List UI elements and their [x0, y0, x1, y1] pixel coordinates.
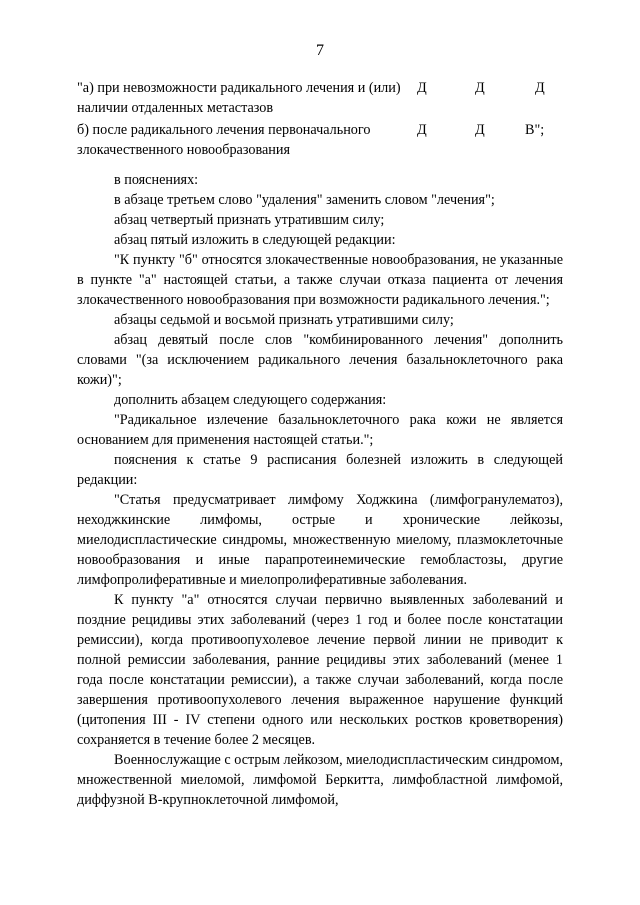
table-row-text: б) после радикального лечения первоначального злокачественного новообразования: [77, 122, 371, 158]
paragraph: "Радикальное излечение базальноклеточного рака кожи не является основанием для применения настоящей статьи.";: [77, 412, 563, 448]
table-row-text: "а) при невозможности радикального лечения и (или) наличии отдаленных метастазов: [77, 80, 401, 116]
table-cell: Д: [475, 122, 485, 138]
table-cell: Д: [535, 80, 545, 96]
paragraph: в абзаце третьем слово "удаления" заменить словом "лечения";: [114, 192, 495, 208]
paragraph: "К пункту "б" относятся злокачественные новообразования, не указанные в пункте "а" настоящей статьи, а также случаи отказа пациента от лечения злокачественного новообразования при возможности радикального лечения.";: [77, 252, 563, 308]
paragraph: "Статья предусматривает лимфому Ходжкина (лимфогранулематоз), неходжкинские лимфомы, острые и хронические лейкозы, миелодиспластические синдромы, множественную миелому, плазмоклеточные новообразования и иные парапротеинемические гемобластозы, другие лимфопролиферативные и миелопролиферативные заболевания.: [77, 492, 563, 588]
body-text: [77, 170, 563, 810]
paragraph: пояснения к статье 9 расписания болезней изложить в следующей редакции:: [77, 452, 563, 488]
paragraph: К пункту "а" относятся случаи первично выявленных заболеваний и поздние рецидивы этих заболеваний (через 1 год и более после констатации ремиссии), когда противоопухолевое лечение первой линии не приводит к полной ремиссии заболевания, ранние рецидивы этих заболеваний (менее 1 года после констатации ремиссии), а также случаи заболеваний, когда после завершения противоопухолевого лечения выраженное нарушение функций (цитопения III - IV степени одного или нескольких ростков кроветворения) сохраняется в течение более 2 месяцев.: [77, 592, 563, 748]
paragraph: дополнить абзацем следующего содержания:: [114, 392, 387, 408]
paragraph: абзацы седьмой и восьмой признать утратившими силу;: [114, 312, 454, 328]
table-row: [77, 120, 577, 160]
table-cell: В";: [525, 122, 545, 138]
paragraph: абзац четвертый признать утратившим силу;: [114, 212, 385, 228]
table-row: [77, 78, 577, 118]
table-cell: Д: [417, 80, 427, 96]
paragraph: абзац девятый после слов "комбинированного лечения" дополнить словами "(за исключением радикального лечения базальноклеточного рака кожи)";: [77, 332, 563, 388]
paragraph: Военнослужащие с острым лейкозом, миелодиспластическим синдромом, множественной миеломой, лимфомой Беркитта, лимфобластной лимфомой, диффузной В-крупноклеточной лимфомой,: [77, 752, 564, 808]
table-cell: Д: [417, 122, 427, 138]
table-cell: Д: [475, 80, 485, 96]
page-number: 7: [316, 42, 324, 59]
paragraph: в пояснениях:: [114, 172, 199, 188]
paragraph: абзац пятый изложить в следующей редакции:: [114, 232, 396, 248]
